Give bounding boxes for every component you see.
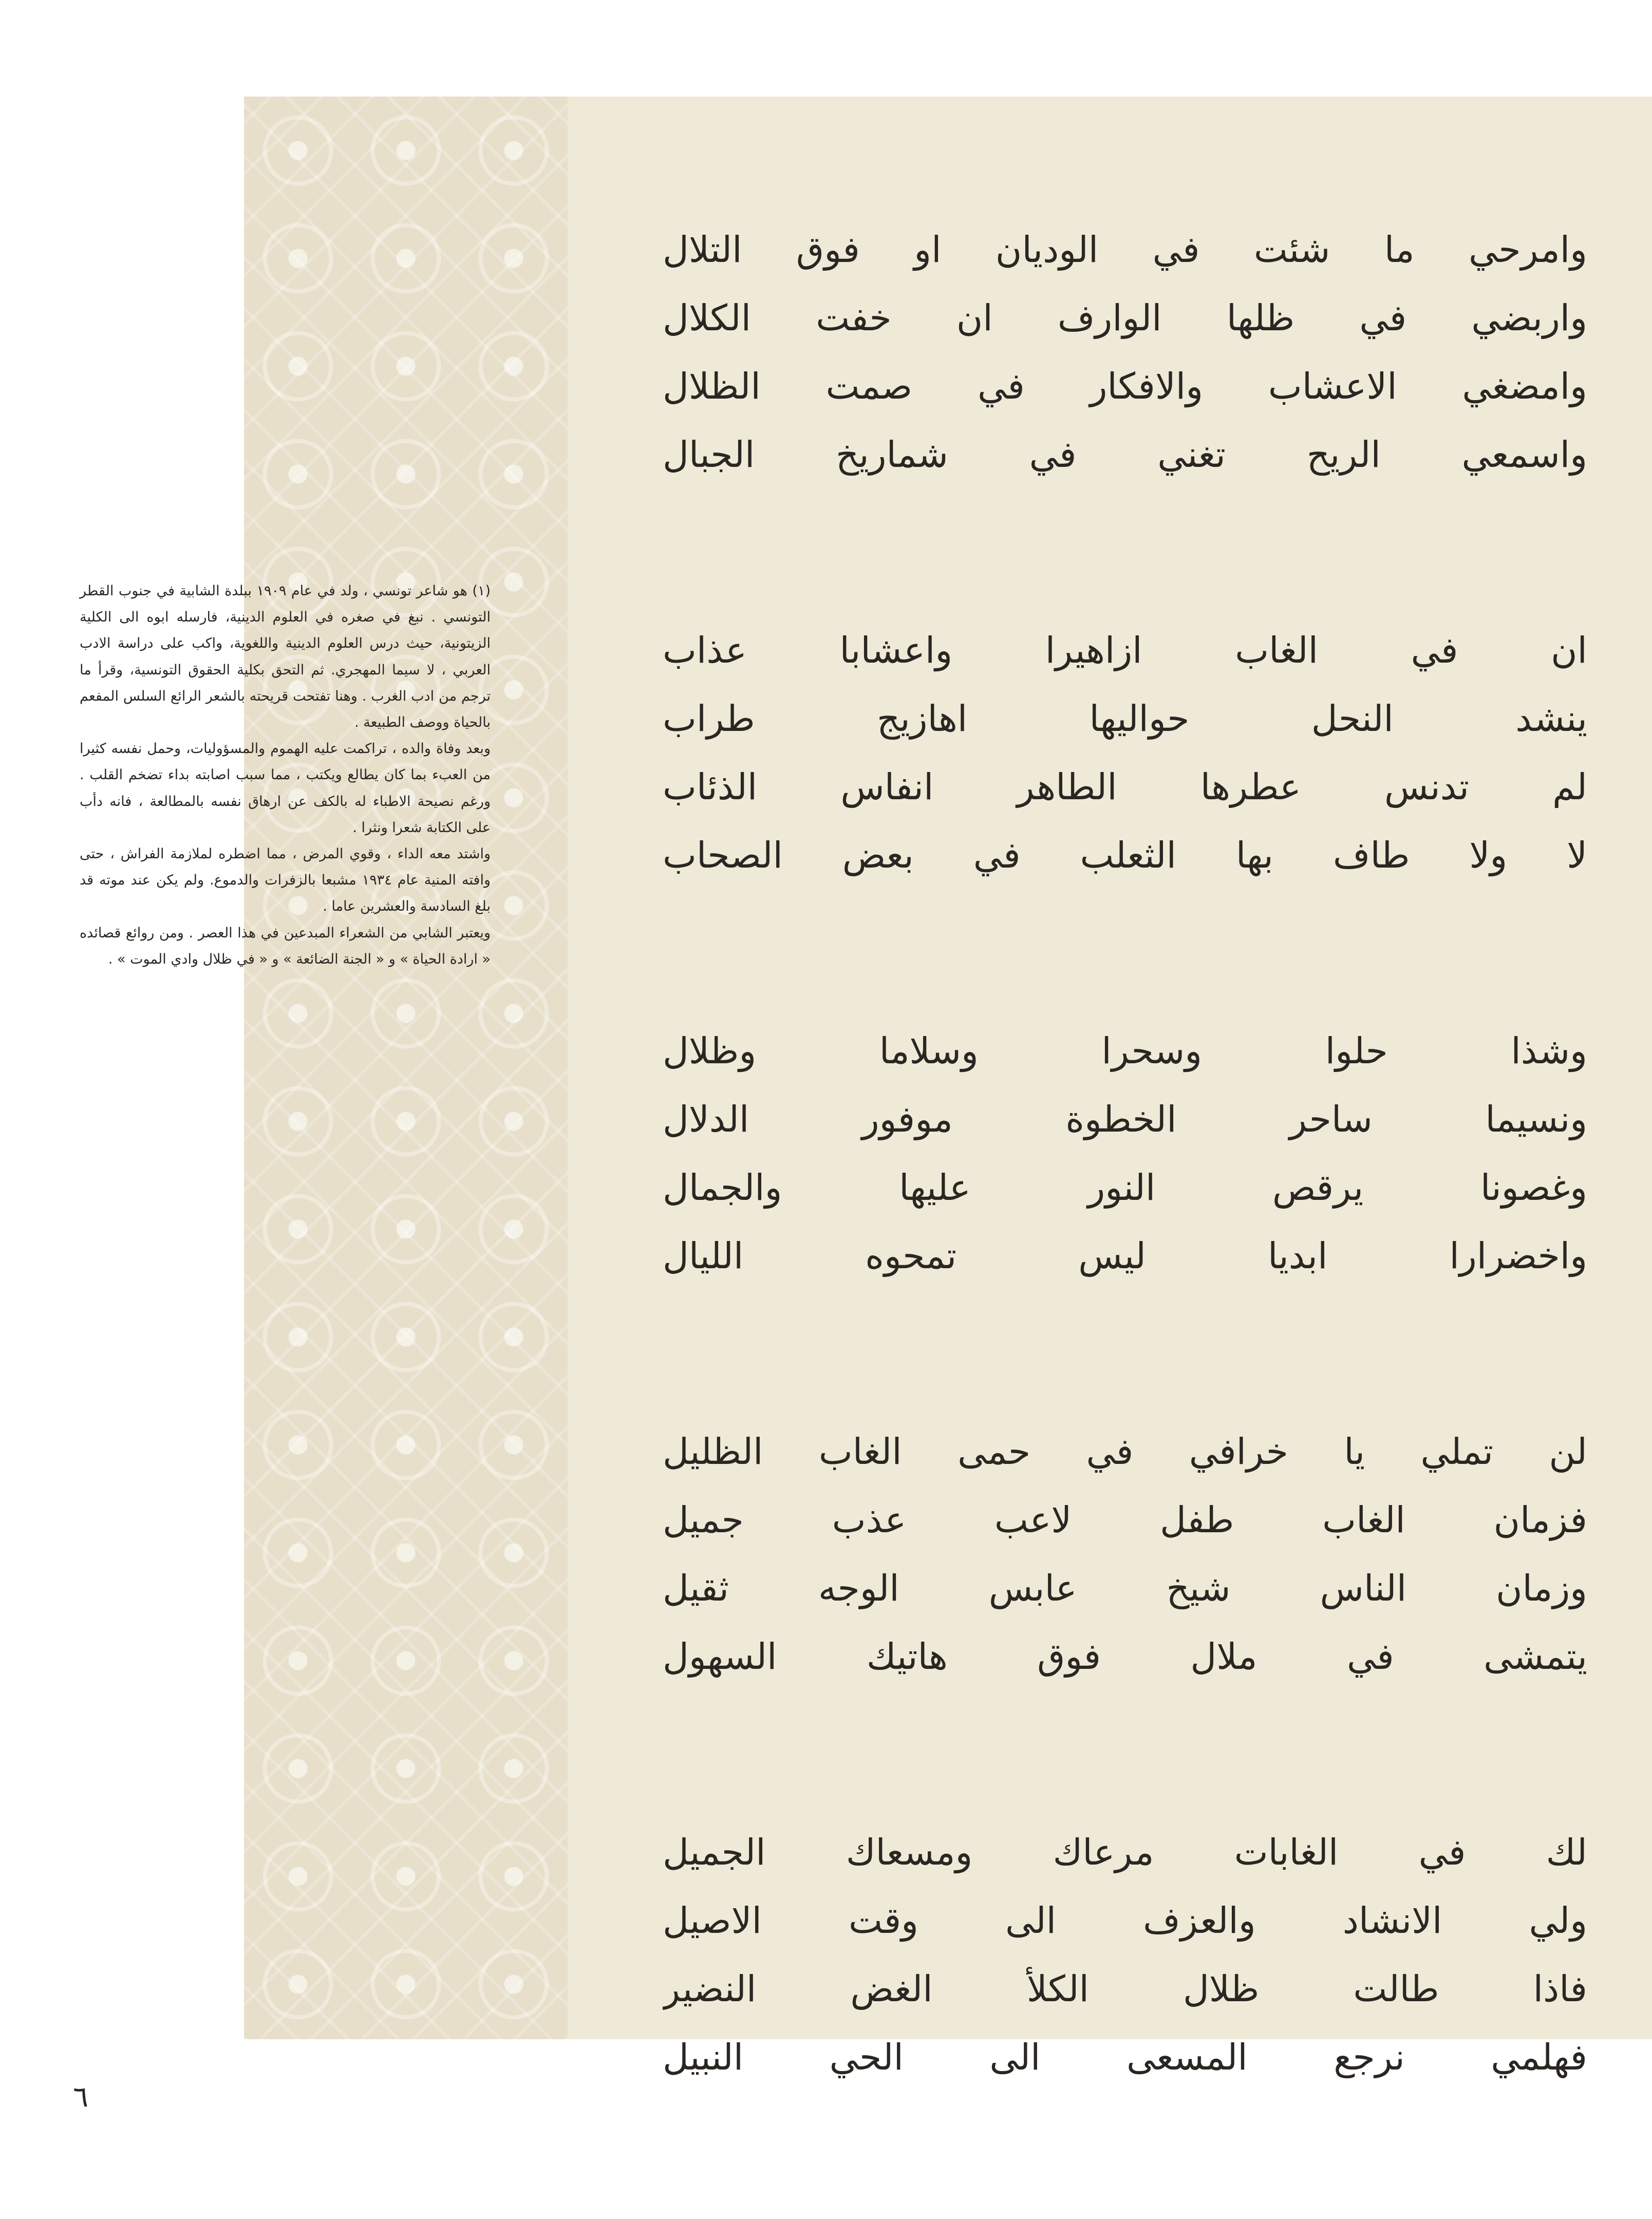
verse-line: واخضرارا ابديا ليس تمحوه الليال xyxy=(663,1235,1587,1277)
footnote-paragraph: واشتد معه الداء ، وقوي المرض ، مما اضطره لملازمة الفراش ، حتى وافته المنية عام ١٩٣٤ مشبعا بالزفرات والدموع. ولم يكن عند موته قد بلغ السادسة والعشرين عاما . xyxy=(80,846,491,915)
biographical-footnote xyxy=(80,578,491,972)
verse-line: وامرحي ما شئت في الوديان او فوق التلال xyxy=(663,229,1587,271)
verse-line: فهلمي نرجع المسعى الى الحي النبيل xyxy=(663,2036,1587,2078)
stanza-2 xyxy=(663,616,1587,890)
verse-line: وشذا حلوا وسحرا وسلاما وظلال xyxy=(663,1030,1587,1072)
page-number: ٦ xyxy=(73,2080,89,2114)
verse-line: ونسيما ساحر الخطوة موفور الدلال xyxy=(663,1098,1587,1140)
verse-line: وامضغي الاعشاب والافكار في صمت الظلال xyxy=(663,365,1587,407)
verse-line: وغصونا يرقص النور عليها والجمال xyxy=(663,1167,1587,1209)
verse-line: ولي الانشاد والعزف الى وقت الاصيل xyxy=(663,1900,1587,1942)
verse-line: لم تدنس عطرها الطاهر انفاس الذئاب xyxy=(663,766,1587,808)
verse-line: لك في الغابات مرعاك ومسعاك الجميل xyxy=(663,1831,1587,1873)
verse-line: ينشد النحل حواليها اهازيج طراب xyxy=(663,698,1587,740)
arabesque-ornament-strip xyxy=(244,97,568,2039)
verse-line: يتمشى في ملال فوق هاتيك السهول xyxy=(663,1635,1587,1678)
stanza-1 xyxy=(663,216,1587,489)
footnote-paragraph: (١) هو شاعر تونسي ، ولد في عام ١٩٠٩ ببلدة الشابية في جنوب القطر التونسي . نبغ في صغره في العلوم الدينية، فارسله ابوه الى الكلية الزيتونية، حيث درس العلوم الدينية واللغوية، واكب على دراسة الادب العربي ، لا سيما المهجري. ثم التحق بكلية الحقوق التونسية، وقرأ ما ترجم من ادب الغرب . وهنا تفتحت قريحته بالشعر الرائع السلس المفعم بالحياة ووصف الطبيعة . xyxy=(80,583,491,731)
stanza-3 xyxy=(663,1017,1587,1290)
footnote-paragraph: ويعتبر الشابي من الشعراء المبدعين في هذا العصر . ومن روائع قصائده « ارادة الحياة » و « الجنة الضائعة » و « في ظلال وادي الموت » . xyxy=(80,925,491,967)
poem xyxy=(663,216,1587,2219)
stanza-5 xyxy=(663,1818,1587,2092)
verse-line: لا ولا طاف بها الثعلب في بعض الصحاب xyxy=(663,834,1587,876)
verse-line: واربضي في ظلها الوارف ان خفت الكلال xyxy=(663,297,1587,339)
verse-line: وزمان الناس شيخ عابس الوجه ثقيل xyxy=(663,1567,1587,1609)
stanza-4 xyxy=(663,1418,1587,1691)
footnote-paragraph: وبعد وفاة والده ، تراكمت عليه الهموم والمسؤوليات، وحمل نفسه كثيرا من العبء بما كان يطالع ويكتب ، مما سبب اصابته بداء تضخم القلب . ورغم نصيحة الاطباء له بالكف عن ارهاق نفسه بالمطالعة ، فانه دأب على الكتابة شعرا ونثرا . xyxy=(80,741,491,836)
verse-line: واسمعي الريح تغني في شماريخ الجبال xyxy=(663,434,1587,476)
verse-line: ان في الغاب ازاهيرا واعشابا عذاب xyxy=(663,629,1587,671)
verse-line: لن تملي يا خرافي في حمى الغاب الظليل xyxy=(663,1431,1587,1473)
verse-line: فاذا طالت ظلال الكلأ الغض النضير xyxy=(663,1968,1587,2010)
verse-line: فزمان الغاب طفل لاعب عذب جميل xyxy=(663,1499,1587,1541)
